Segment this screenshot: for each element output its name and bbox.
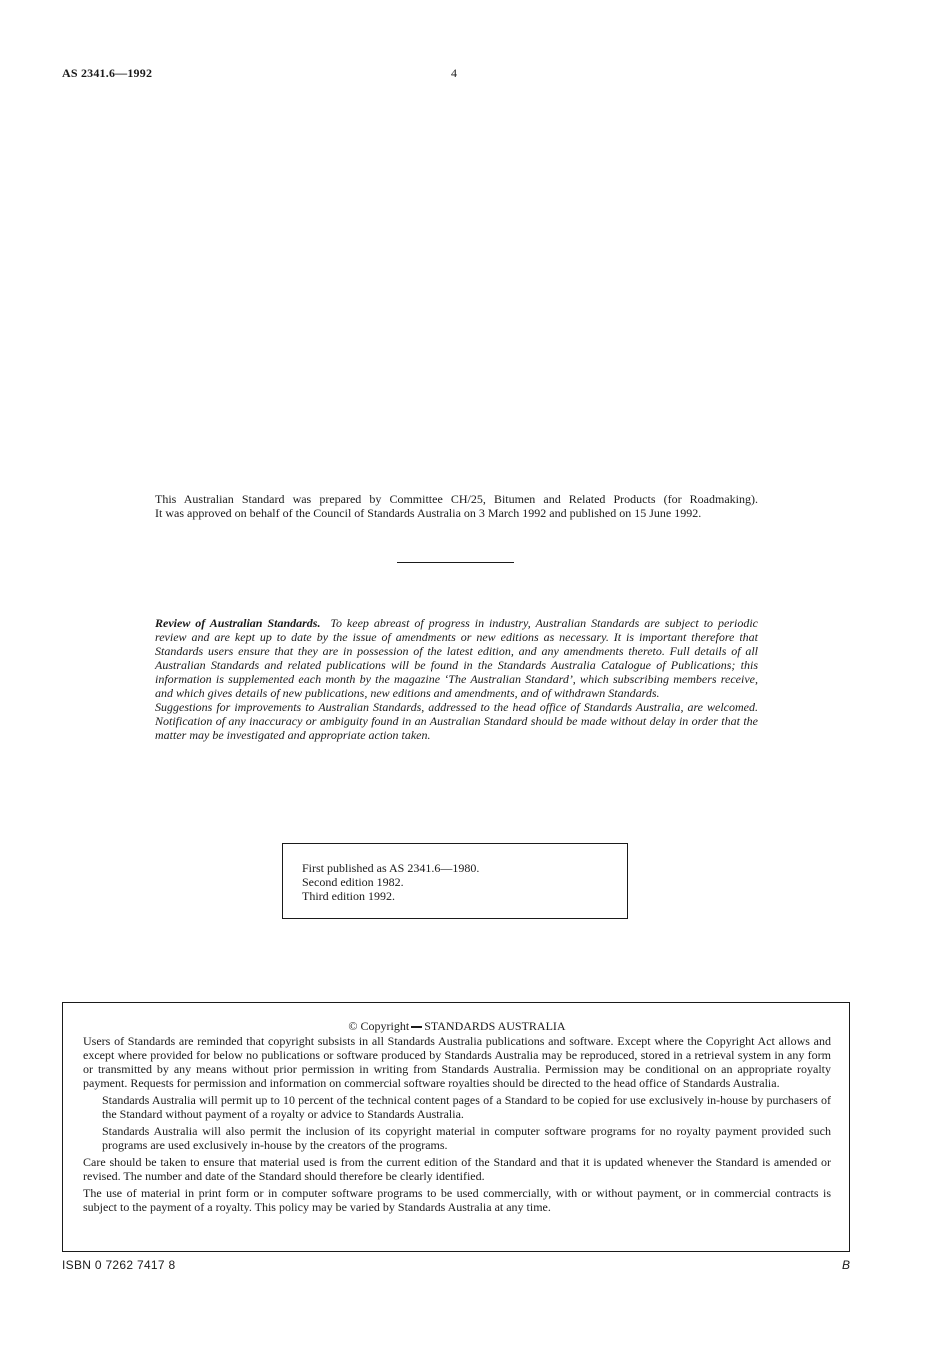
review-notice: [155, 616, 758, 742]
copyright-para-commercial-use: The use of material in print form or in computer software programs to be used commercially, with or without payment, or in commercial contracts is subject to the payment of a royalty. This policy may be varied by Standards Australia at any time.: [83, 1186, 831, 1214]
preparation-statement: [155, 492, 758, 520]
edition-history-box: [282, 843, 628, 919]
copyright-icon: ©: [348, 1019, 358, 1033]
review-lead: Review of Australian Standards.: [155, 616, 321, 630]
copyright-title: [83, 1019, 831, 1033]
preparation-line-approval: It was approved on behalf of the Council of Standards Australia on 3 March 1992 and published on 15 June 1992.: [155, 506, 702, 520]
copyright-label: Copyright: [360, 1019, 410, 1033]
edition-letter: B: [841, 1258, 850, 1272]
review-body: To keep abreast of progress in industry, Australian Standards are subject to periodic review and are kept up to date by the issue of amendments or new editions as necessary. It is important therefore that Standards users ensure that they are in possession of the latest edition, and any amendments thereto. Full details of all Australian Standards and related publications will be found in the Standards Australia Catalogue of Publications; this information is supplemented each month by the magazine ‘The Australian Standard’, which subscribing members receive, and which gives details of new publications, new editions and amendments, and of withdrawn Standards.: [155, 616, 759, 700]
isbn: ISBN 0 7262 7417 8: [62, 1258, 176, 1272]
page-number: 4: [451, 66, 457, 80]
suggestions-paragraph: Suggestions for improvements to Australian Standards, addressed to the head office of Standards Australia, are welcomed. Notification of any inaccuracy or ambiguity found in an Australian Standard should be made without delay in order that the matter may be investigated and appropriate action taken.: [155, 700, 758, 742]
copyright-para-copy-permission: Standards Australia will permit up to 10 percent of the technical content pages of a Standard to be copied for use exclusively in-house by purchasers of the Standard without payment of a royalty or advice to Standards Australia.: [102, 1093, 831, 1121]
copyright-para-current-edition: Care should be taken to ensure that material used is from the current edition of the Standard and that it is updated whenever the Standard is amended or revised. The number and date of the Standard should therefore be clearly identified.: [83, 1155, 831, 1183]
preparation-line-committee: This Australian Standard was prepared by Committee CH/25, Bitumen and Related Products (for Roadmaking).: [155, 492, 758, 506]
edition-first: First published as AS 2341.6—1980.: [302, 861, 480, 875]
standard-code-header: AS 2341.6—1992: [62, 66, 153, 80]
review-paragraph: [155, 616, 758, 700]
edition-second: Second edition 1982.: [302, 875, 404, 889]
section-divider: [397, 562, 514, 563]
copyright-holder: STANDARDS AUSTRALIA: [424, 1019, 566, 1033]
copyright-para-users: Users of Standards are reminded that copyright subsists in all Standards Australia publications and software. Except where the Copyright Act allows and except where provided for below no publications or software produced by Standards Australia may be reproduced, stored in a retrieval system in any form or transmitted by any means without prior permission in writing from Standards Australia. Permission may be conditional on an appropriate royalty payment. Requests for permission and information on commercial software royalties should be directed to the head office of Standards Australia.: [83, 1034, 831, 1090]
edition-third: Third edition 1992.: [302, 889, 395, 903]
copyright-notice-box: [62, 1002, 850, 1252]
copyright-para-software-permission: Standards Australia will also permit the inclusion of its copyright material in computer software programs for no royalty payment provided such programs are used exclusively in-house by the creators of the programs.: [102, 1124, 831, 1152]
copyright-dash: [411, 1026, 422, 1028]
